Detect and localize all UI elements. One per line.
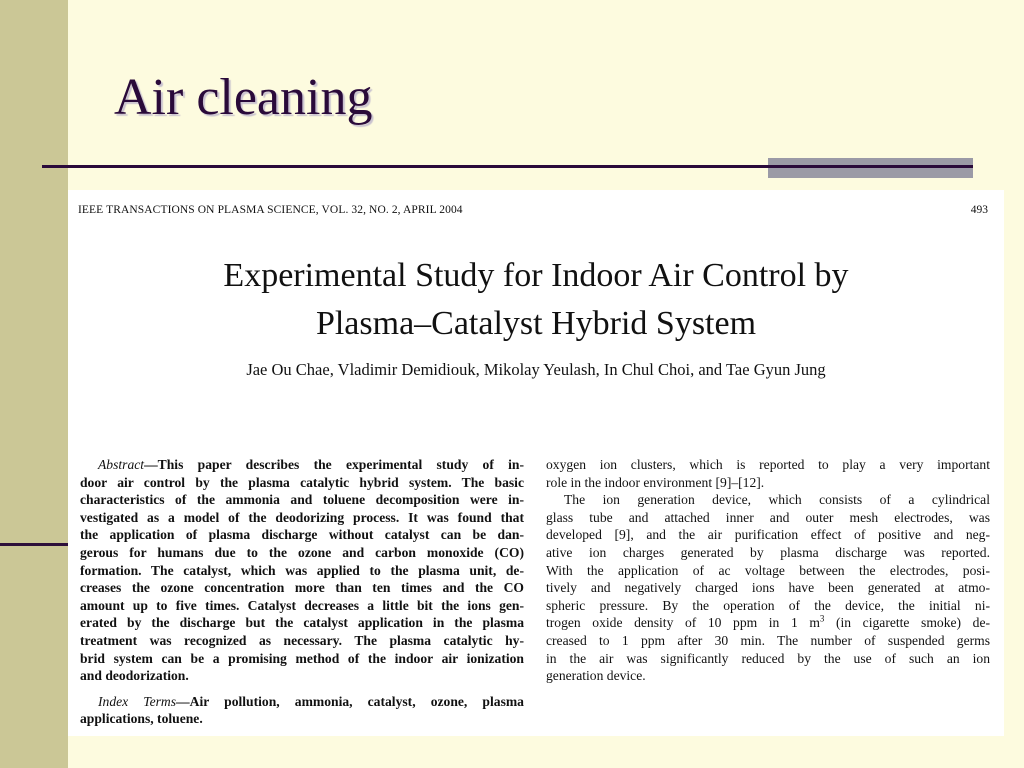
abstract-label: Abstract [98,457,145,472]
body-line: role in the indoor environment [9]–[12]. [546,474,765,490]
paper-title-line-1: Experimental Study for Indoor Air Control by [223,257,849,294]
paper-title-line-2: Plasma–Catalyst Hybrid System [315,305,757,342]
abstract-line: treatment was recognized as necessary. The plasma catalytic hy- [80,632,524,648]
body-line: in the air was significantly reduced by the use of such an ion [546,650,990,666]
body-line: developed [9], and the air purification effect of positive and neg- [546,527,990,543]
abstract-line: brid system can be a promising method of the indoor air ionization [80,650,524,666]
journal-header: IEEE TRANSACTIONS ON PLASMA SCIENCE, VOL. 32, NO. 2, APRIL 2004 [78,204,463,216]
abstract-line: gerous for humans due to the ozone and carbon monoxide (CO) [80,544,524,560]
body-line: ative ion charges generated by plasma discharge was reported. [546,544,990,560]
left-decorative-bar [0,0,68,768]
index-terms-line: Index Terms—Air pollution, ammonia, catalyst, ozone, plasma [98,693,524,709]
body-line: generation device. [546,668,646,684]
abstract-line: vestigated as a model of the deodorizing process. It was found that [80,509,524,525]
slide-title: Air cleaning [114,69,373,126]
index-terms [80,693,524,728]
abstract-line: the application of plasma discharge without catalyst can be dan- [80,527,524,543]
index-terms-label: Index Terms [98,693,177,709]
body-line: tively and negatively charged ions have been generated at atmo- [546,580,990,596]
paper-authors: Jae Ou Chae, Vladimir Demidiouk, Mikolay Yeulash, In Chul Choi, and Tae Gyun Jung [246,360,826,379]
abstract [80,456,524,685]
abstract-line: erated by the discharge but the catalyst application in the plasma [80,615,524,631]
left-bar-divider [0,543,68,546]
body-line: oxygen ion clusters, which is reported to play a very important [546,457,990,472]
title-accent-block [768,158,973,178]
index-terms-line: applications, toluene. [80,711,203,727]
body-line: The ion generation device, which consists of a cylindrical [564,492,990,508]
superscript: 3 [819,613,825,624]
body-line: glass tube and attached inner and outer mesh electrodes, was [546,509,990,525]
abstract-column [80,456,524,728]
body-line: trogen oxide density of 10 ppm in 1 $m^3$ (in cigarette smoke) de- [546,613,991,631]
abstract-line: door air control by the plasma catalytic hybrid system. The basic [80,474,524,490]
abstract-line: amount up to five times. Catalyst decreases a little bit the ions gen- [80,597,524,613]
body-line: With the application of ac voltage between the electrodes, posi- [546,562,990,578]
abstract-line: Abstract—This paper describes the experimental study of in- [98,457,524,472]
abstract-line: creases the ozone concentration more than ten times and the CO [80,580,524,596]
abstract-line: characteristics of the ammonia and toluene decomposition were in- [80,492,524,508]
body-line: creased to 1 ppm after 30 min. The number of suspended germs [546,632,990,648]
page-number: 493 [970,204,988,216]
paper-excerpt [68,190,1004,736]
title-accent-line [768,165,973,168]
body-column [546,456,990,685]
abstract-line: formation. The catalyst, which was applied to the plasma unit, de- [80,562,524,578]
abstract-line: and deodorization. [80,668,189,684]
body-line: spheric pressure. By the operation of the device, the initial ni- [546,597,990,613]
